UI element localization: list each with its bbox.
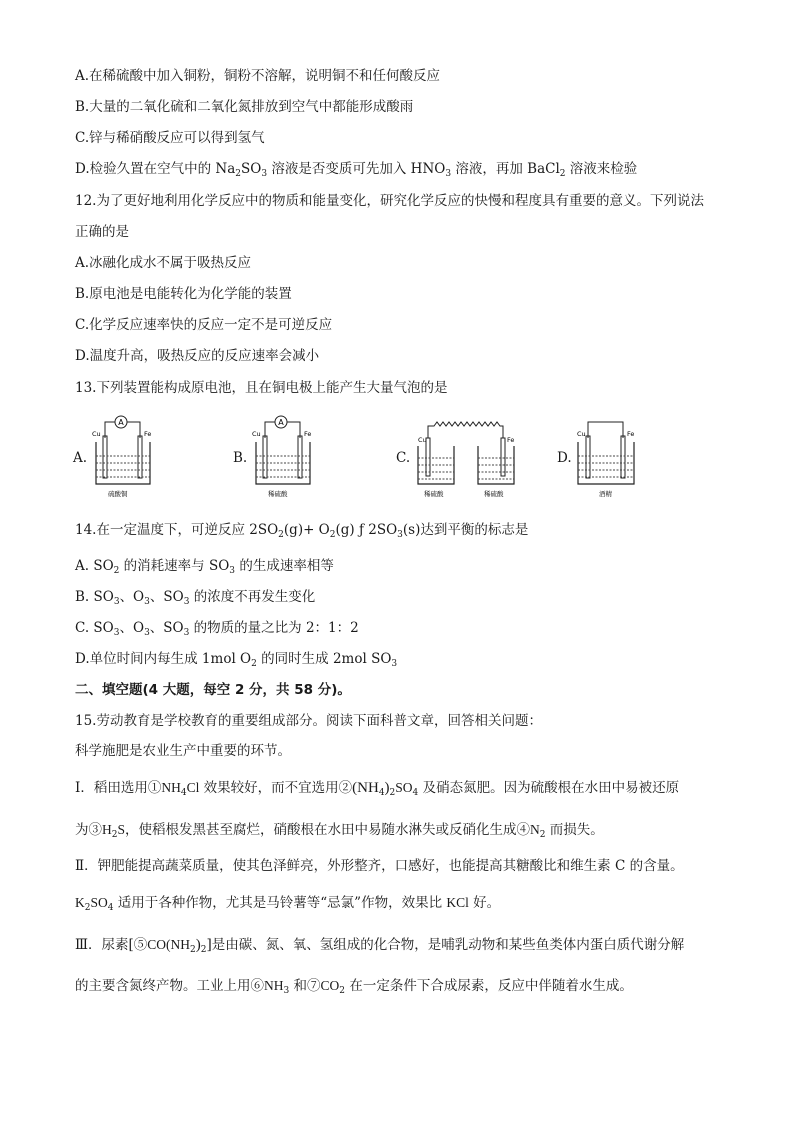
electrode-right: [501, 438, 505, 476]
solution-label: 酒精: [599, 490, 612, 498]
q15-paragraph-2-line1: Ⅱ．钾肥能提高蔬菜质量，使其色泽鲜亮，外形整齐，口感好，也能提高其糖酸比和维生素 C 的含量。: [75, 858, 684, 874]
q13-option-c-letter: C.: [396, 450, 411, 466]
electrode-right: [138, 436, 142, 478]
q13-apparatus-a: [90, 412, 158, 504]
q15-intro: 科学施肥是农业生产中重要的环节。: [75, 743, 291, 759]
q12-option-c: C.化学反应速率快的反应一定不是可逆反应: [75, 317, 333, 333]
q15-paragraph-2-line2: $K_2SO_4$ 适用于各种作物，尤其是马铃薯等“忌氯”作物，效果比 KCl 好。: [75, 895, 501, 913]
q12-option-a: A.冰融化成水不属于吸热反应: [75, 255, 252, 271]
ammeter-label: A: [118, 418, 124, 427]
solution-label-right: 稀硫酸: [484, 490, 504, 498]
wire: [588, 422, 623, 438]
q11-option-d: D.检验久置在空气中的 $Na_2SO_3$ 溶液是否变质可先加入 $HNO_3$ 溶液，再加 BaCl$_2$ 溶液来检验: [75, 161, 638, 179]
q14-stem: 14.在一定温度下，可逆反应 $2SO_2(g)+ O_2(g)$ ƒ $2SO_3(s)$达到平衡的标志是: [75, 522, 529, 540]
electrode-label-left: Cu: [252, 430, 261, 438]
ammeter-label: A: [278, 418, 284, 427]
q12-stem-line1: 12.为了更好地利用化学反应中的物质和能量变化，研究化学反应的快慢和程度具有重要的意义。下列说法: [75, 193, 704, 209]
q13-apparatus-d: [572, 412, 644, 504]
electrode-right: [621, 436, 625, 478]
wire-coil: [428, 422, 503, 438]
q13-option-a-letter: A.: [73, 450, 88, 466]
q13-stem: 13.下列装置能构成原电池，且在铜电极上能产生大量气泡的是: [75, 380, 448, 396]
q13-apparatus-c: [412, 412, 524, 504]
q14-option-c: C. $SO_3$、$O_3$、$SO_3$ 的物质的量之比为 2：1：2: [75, 620, 359, 638]
electrode-left: [586, 436, 590, 478]
section-heading: 二、填空题(4 大题，每空 2 分，共 58 分)。: [75, 682, 351, 698]
q11-option-b: B.大量的二氧化硫和二氧化氮排放到空气中都能形成酸雨: [75, 99, 414, 115]
solution-label-left: 稀硫酸: [424, 490, 444, 498]
electrode-label-left: Cu: [92, 430, 101, 438]
q15-paragraph-3-line1: Ⅲ．尿素$[⑤CO(NH_2)_2]$是由碳、氮、氧、氢组成的化合物，是哺乳动物和某些鱼类体内蛋白质代谢分解: [75, 937, 685, 955]
q14-option-b: B. $SO_3$、$O_3$、$SO_3$ 的浓度不再发生变化: [75, 589, 316, 607]
q12-option-d: D.温度升高，吸热反应的反应速率会减小: [75, 348, 320, 364]
q15-paragraph-3-line2: 的主要含氮终产物。工业上用$⑥NH_3$ 和$⑦CO_2$ 在一定条件下合成尿素，反应中伴随着水生成。: [75, 978, 633, 996]
solution-label: 稀硫酸: [268, 490, 288, 498]
q14-option-d: D.单位时间内每生成 1mol $O_2$ 的同时生成 2mol $SO_3$: [75, 651, 398, 669]
solution-label: 硫酸铜: [108, 490, 128, 498]
q11-option-c: C.锌与稀硝酸反应可以得到氢气: [75, 130, 265, 146]
electrode-label-right: Fe: [144, 430, 152, 438]
q11-option-a: A.在稀硫酸中加入铜粉，铜粉不溶解，说明铜不和任何酸反应: [75, 68, 441, 84]
electrode-label-left: Cu: [577, 430, 586, 438]
q15-stem: 15.劳动教育是学校教育的重要组成部分。阅读下面科普文章，回答相关问题：: [75, 713, 542, 729]
electrode-label-right: Fe: [507, 436, 515, 444]
q15-paragraph-1-line2: 为$③H_2S$，使稻根发黑甚至腐烂，硝酸根在水田中易随水淋失或反硝化生成$④N_2$ 而损失。: [75, 822, 604, 840]
electrode-label-right: Fe: [304, 430, 312, 438]
q13-option-d-letter: D.: [557, 450, 572, 466]
q13-option-b-letter: B.: [233, 450, 248, 466]
q13-apparatus-b: [250, 412, 318, 504]
electrode-label-left: Cu: [418, 436, 427, 444]
electrode-right: [298, 436, 302, 478]
q14-option-a: A. $SO_2$ 的消耗速率与 $SO_3$ 的生成速率相等: [75, 558, 334, 576]
electrode-label-right: Fe: [627, 430, 635, 438]
q15-paragraph-1-line1: Ⅰ．稻田选用$①NH_4Cl$ 效果较好，而不宜选用$②(NH_4)_2SO_4$ 及硝态氮肥。因为硫酸根在水田中易被还原: [75, 780, 680, 798]
q12-option-b: B.原电池是电能转化为化学能的装置: [75, 286, 292, 302]
q12-stem-line2: 正确的是: [75, 224, 129, 240]
electrode-left: [263, 436, 267, 478]
electrode-left: [103, 436, 107, 478]
